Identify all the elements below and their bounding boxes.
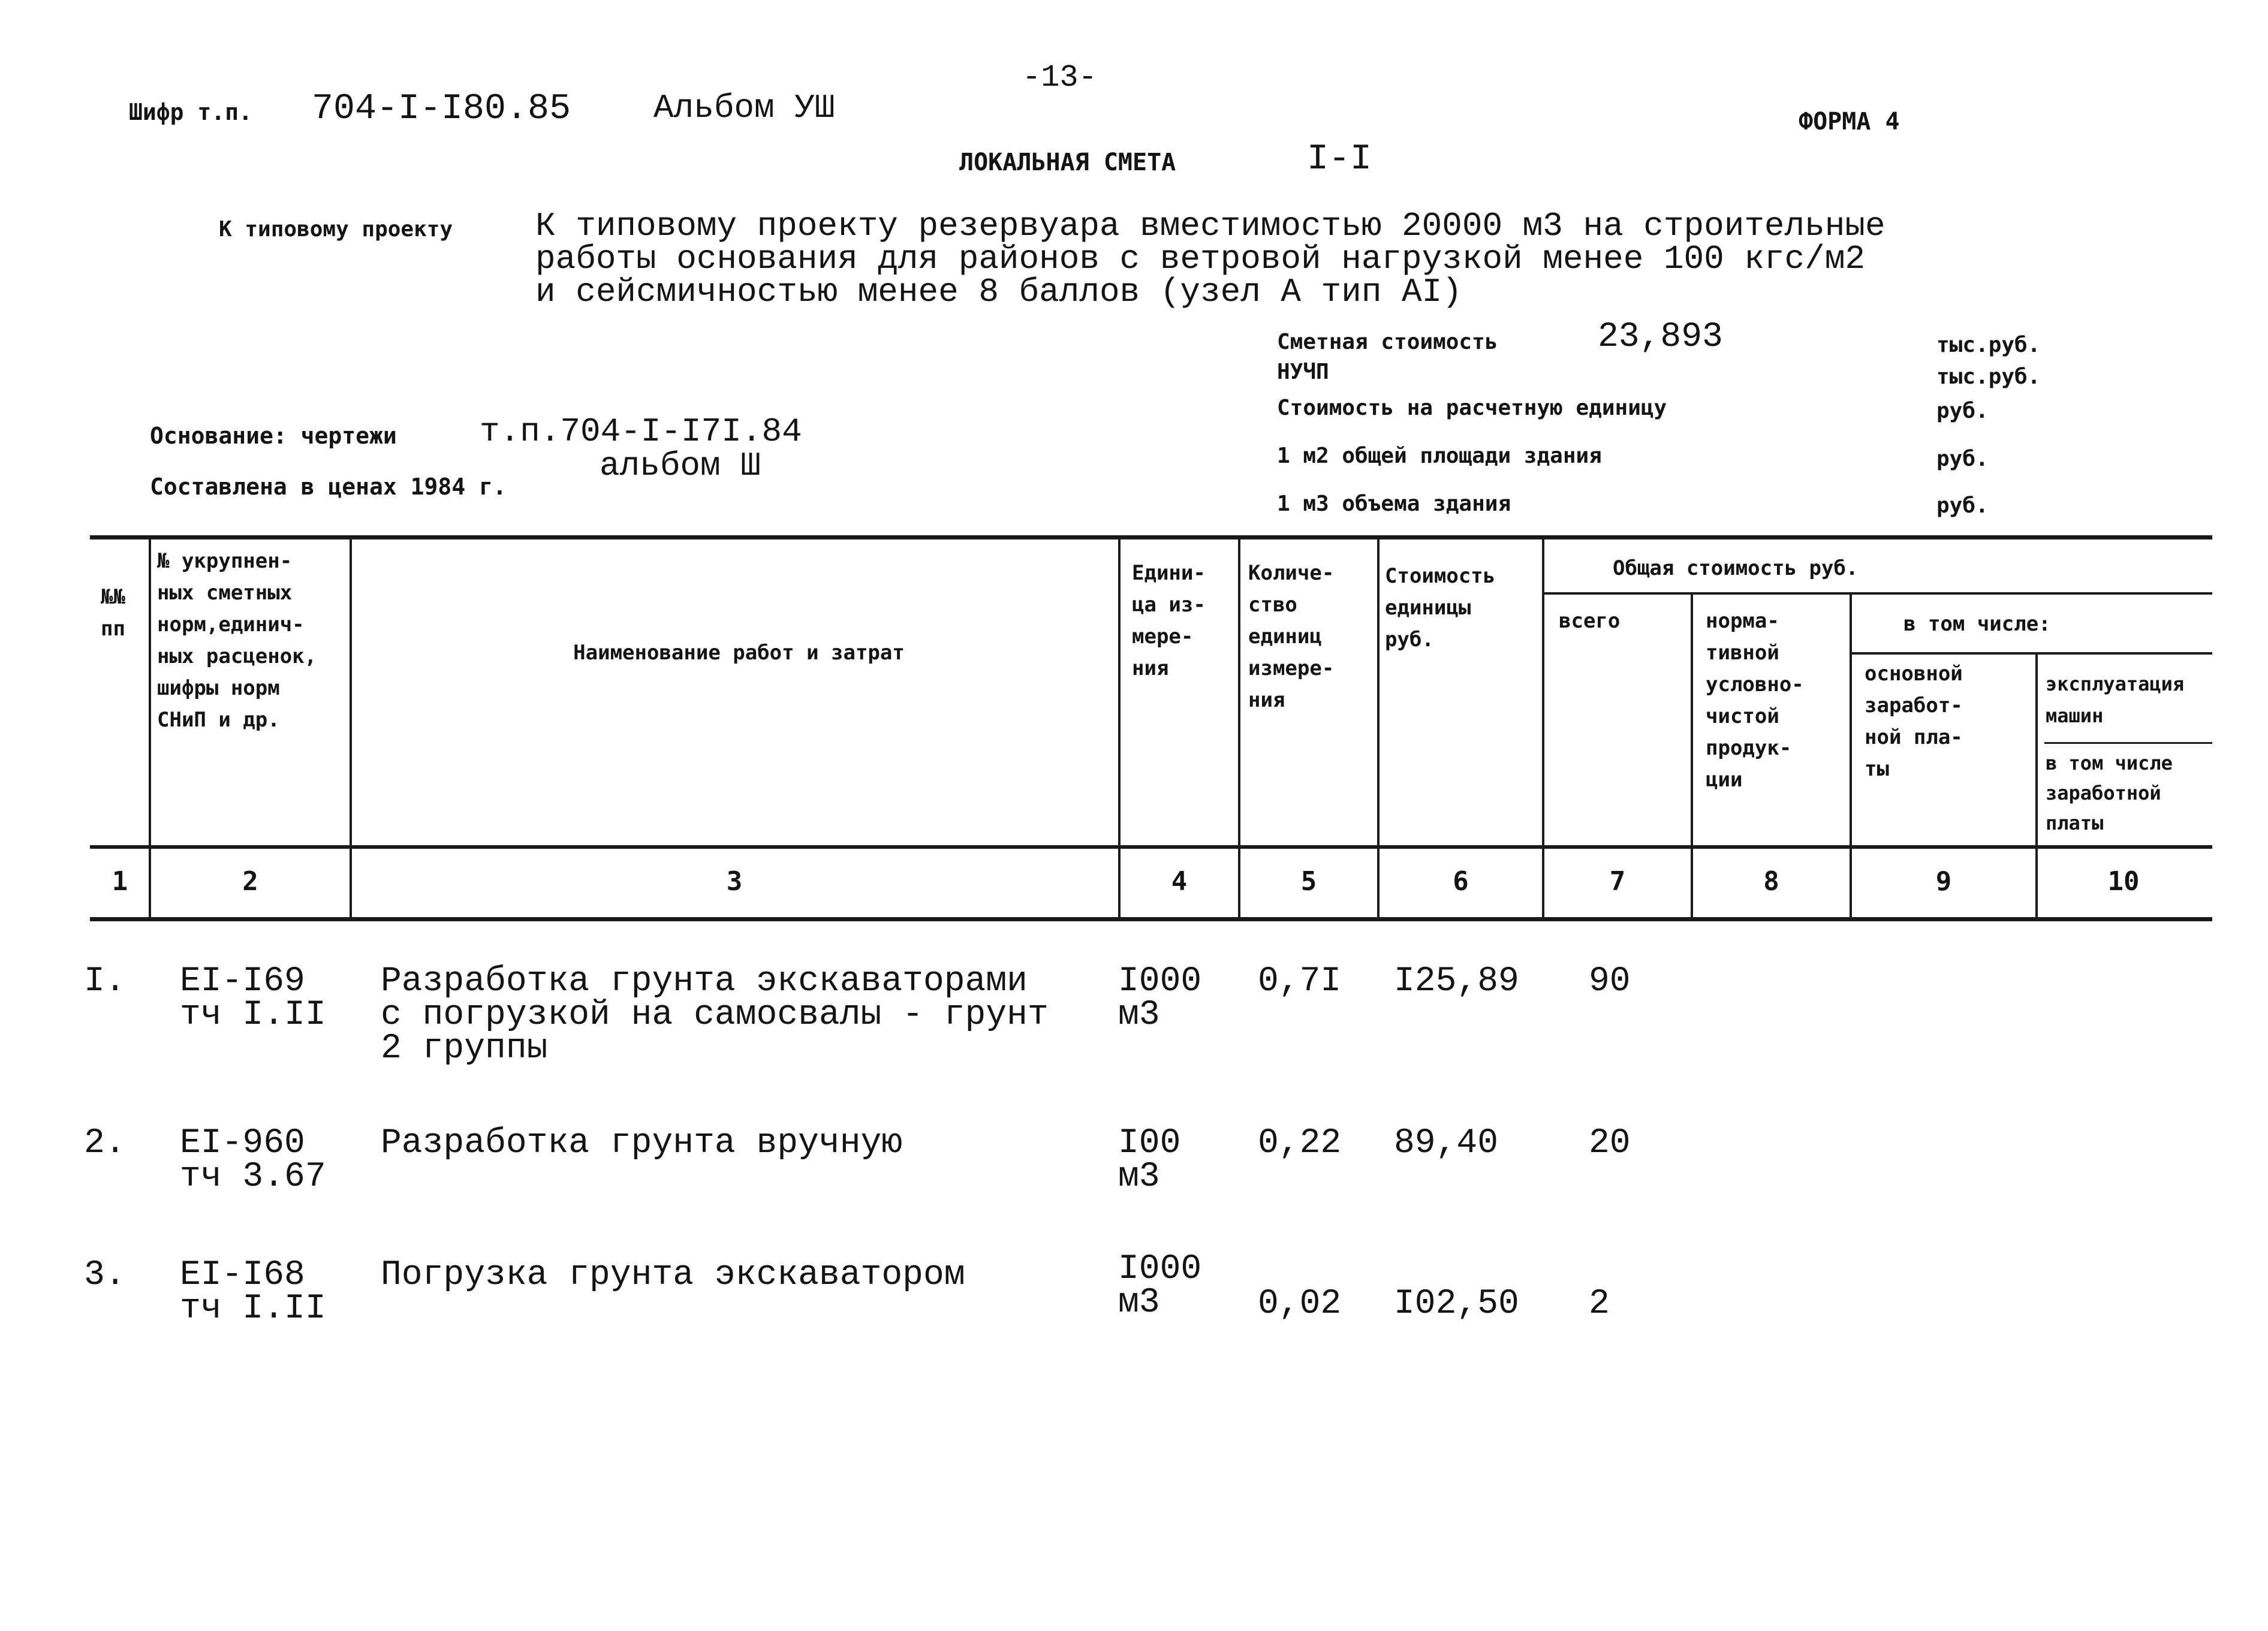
header-total-group: Общая стоимость руб. <box>1613 556 1859 580</box>
header-col9: основной заработ- ной пла- ты <box>1865 662 1963 781</box>
form-label: ФОРМА 4 <box>1799 108 1900 135</box>
unit-price: I02,50 <box>1394 1285 1519 1324</box>
col10-sub-rule <box>2044 742 2212 744</box>
basis-label: Основание: чертежи <box>150 423 397 449</box>
album-label: Альбом УШ <box>653 89 835 127</box>
column-number: 4 <box>1171 866 1188 897</box>
quantity: 0,22 <box>1258 1124 1342 1163</box>
unit-label: тыс.руб. <box>1936 364 2041 389</box>
column-number: 1 <box>112 866 128 897</box>
estimated-cost-value: 23,893 <box>1598 318 1723 357</box>
project-code: 704-I-I80.85 <box>312 89 571 129</box>
total: 2 <box>1589 1285 1610 1324</box>
total: 90 <box>1589 962 1631 1001</box>
per-m2-label: 1 м2 общей площади здания <box>1277 444 1602 468</box>
header-incl-group: в том числе: <box>1903 612 2051 636</box>
unit-label: руб. <box>1936 399 1989 423</box>
header-bottom-rule <box>90 845 2212 849</box>
work-name: Разработка грунта вручную <box>381 1124 903 1163</box>
column-separator <box>1118 535 1121 920</box>
unit-label: руб. <box>1936 493 1989 518</box>
work-name: Погрузка грунта экскаватором <box>381 1256 965 1295</box>
table-bottom-rule <box>90 917 2212 921</box>
unit-label: руб. <box>1936 447 1989 471</box>
column-separator <box>350 535 352 920</box>
column-number: 8 <box>1763 866 1779 897</box>
norm-code: EI-960 тч 3.67 <box>180 1124 326 1196</box>
column-separator <box>1377 535 1380 920</box>
unit-label: тыс.руб. <box>1936 333 2041 357</box>
column-number: 7 <box>1609 866 1626 897</box>
column-separator <box>149 535 151 920</box>
header-col2: № укрупнен- ных сметных норм,единич- ных расценок, шифры норм СНиП и др. <box>157 549 317 732</box>
header-col6: Стоимость единицы руб. <box>1385 564 1496 652</box>
table-top-rule <box>90 535 2212 539</box>
group-header-rule <box>1542 592 2212 595</box>
quantity: 0,02 <box>1258 1285 1342 1324</box>
description-label: К типовому проекту <box>219 217 453 242</box>
basis-value: т.п.704-I-I7I.84 <box>480 412 802 451</box>
basis-value: альбом Ш <box>600 447 761 485</box>
estimated-cost-label: Сметная стоимость <box>1277 330 1498 354</box>
header-col10-sub: в том числе заработной платы <box>2046 752 2173 834</box>
unit: I000 м3 <box>1118 962 1202 1035</box>
total: 20 <box>1589 1124 1631 1163</box>
per-m3-label: 1 м3 объема здания <box>1277 492 1511 516</box>
unit: I00 м3 <box>1118 1124 1181 1196</box>
column-number: 2 <box>242 866 258 897</box>
description-line: работы основания для районов с ветровой нагрузкой менее 100 кгс/м2 <box>535 240 1865 278</box>
description-line: и сейсмичностью менее 8 баллов (узел А тип АI) <box>535 273 1462 311</box>
subgroup-header-rule <box>1850 652 2212 655</box>
cipher-label: Шифр т.п. <box>129 99 252 125</box>
header-col4: Едини- ца из- мере- ния <box>1132 561 1206 680</box>
column-number: 3 <box>726 866 743 897</box>
work-name: Разработка грунта экскаваторами с погрузкой на самосвалы - грунт 2 группы <box>381 962 1049 1068</box>
prices-label: Составлена в ценах 1984 г. <box>150 474 507 500</box>
unit-price: I25,89 <box>1394 962 1519 1001</box>
header-col1: №№ пп <box>101 585 125 641</box>
nuchp-label: НУЧП <box>1277 360 1329 384</box>
column-number: 5 <box>1300 866 1317 897</box>
unit-price: 89,40 <box>1394 1124 1499 1163</box>
doc-number: I-I <box>1307 139 1372 180</box>
norm-code: EI-I69 тч I.II <box>180 962 326 1035</box>
row-number: 3. <box>84 1256 126 1295</box>
header-col7: всего <box>1559 609 1621 633</box>
norm-code: EI-I68 тч I.II <box>180 1256 326 1328</box>
header-col3: Наименование работ и затрат <box>573 641 905 665</box>
column-number: 6 <box>1453 866 1469 897</box>
header-col5: Количе- ство единиц измере- ния <box>1248 561 1335 712</box>
page-number: -13- <box>1022 60 1097 95</box>
column-number: 10 <box>2107 866 2140 897</box>
doc-title: ЛОКАЛЬНАЯ СМЕТА <box>959 149 1176 176</box>
unit-cost-label: Стоимость на расчетную единицу <box>1277 396 1667 420</box>
row-number: I. <box>84 962 126 1001</box>
header-col8: норма- тивной условно- чистой продук- ции <box>1706 609 1804 792</box>
header-col10: эксплуатация машин <box>2046 673 2185 727</box>
row-number: 2. <box>84 1124 126 1163</box>
quantity: 0,7I <box>1258 962 1342 1001</box>
description-line: К типовому проекту резервуара вместимостью 20000 м3 на строительные <box>535 207 1886 245</box>
unit: I000 м3 <box>1118 1250 1202 1322</box>
column-number: 9 <box>1935 866 1952 897</box>
